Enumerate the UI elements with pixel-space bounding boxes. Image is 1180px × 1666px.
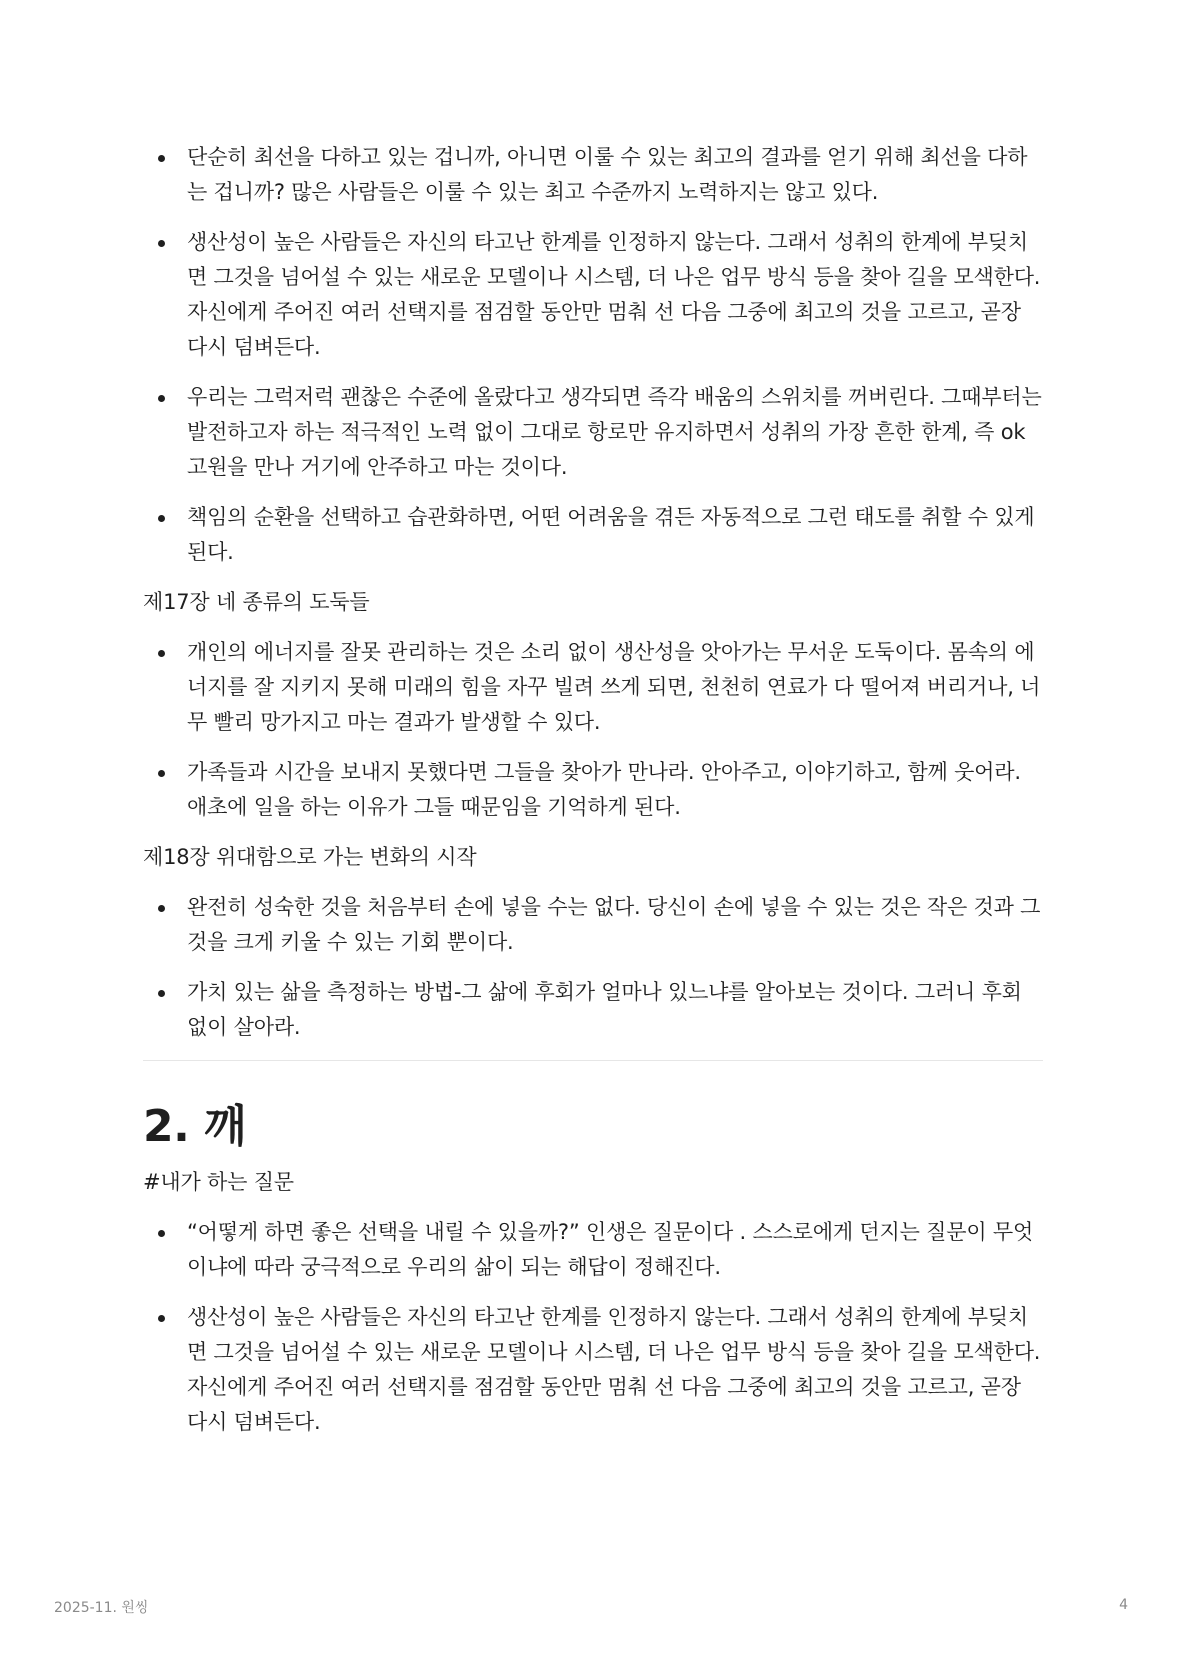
list-item: 우리는 그럭저럭 괜찮은 수준에 올랐다고 생각되면 즉각 배움의 스위치를 꺼버린다. 그때부터는 발전하고자 하는 적극적인 노력 없이 그대로 항로만 유지하면서 성취의 가장 흔한 한계, 즉 ok고원을 만나 거기에 안주하고 마는 것이다.: [143, 380, 1043, 485]
footer-page-number: 4: [1119, 1597, 1128, 1613]
list-item: 단순히 최선을 다하고 있는 겁니까, 아니면 이룰 수 있는 최고의 결과를 얻기 위해 최선을 다하는 겁니까? 많은 사람들은 이룰 수 있는 최고 수준까지 노력하지는 않고 있다.: [143, 140, 1043, 210]
chapter-17-heading: 제17장 네 종류의 도둑들: [143, 590, 370, 614]
section-tag: #내가 하는 질문: [143, 1170, 294, 1194]
section-title: 2. 깨: [143, 1101, 247, 1152]
list-item: 완전히 성숙한 것을 처음부터 손에 넣을 수는 없다. 당신이 손에 넣을 수 있는 것은 작은 것과 그것을 크게 키울 수 있는 기회 뿐이다.: [143, 890, 1043, 960]
list-item: 생산성이 높은 사람들은 자신의 타고난 한계를 인정하지 않는다. 그래서 성취의 한계에 부딪치면 그것을 넘어설 수 있는 새로운 모델이나 시스템, 더 나은 업무 방식 등을 찾아 길을 모색한다. 자신에게 주어진 여러 선택지를 점검할 동안만 멈춰 선 다음 그중에 최고의 것을 고르고, 곧장 다시 덤벼든다.: [143, 225, 1043, 365]
bullet-list-chapter-18: [143, 890, 1043, 1045]
list-item: 가족들과 시간을 보내지 못했다면 그들을 찾아가 만나라. 안아주고, 이야기하고, 함께 웃어라. 애초에 일을 하는 이유가 그들 때문임을 기억하게 된다.: [143, 755, 1043, 825]
list-item: “어떻게 하면 좋은 선택을 내릴 수 있을까?” 인생은 질문이다 . 스스로에게 던지는 질문이 무엇이냐에 따라 궁극적으로 우리의 삶이 되는 해답이 정해진다.: [143, 1215, 1043, 1285]
bullet-list-chapter-17: [143, 635, 1043, 825]
chapter-18-heading: 제18장 위대함으로 가는 변화의 시작: [143, 845, 477, 869]
list-item: 생산성이 높은 사람들은 자신의 타고난 한계를 인정하지 않는다. 그래서 성취의 한계에 부딪치면 그것을 넘어설 수 있는 새로운 모델이나 시스템, 더 나은 업무 방식 등을 찾아 길을 모색한다. 자신에게 주어진 여러 선택지를 점검할 동안만 멈춰 선 다음 그중에 최고의 것을 고르고, 곧장 다시 덤벼든다.: [143, 1300, 1043, 1440]
list-item: 개인의 에너지를 잘못 관리하는 것은 소리 없이 생산성을 앗아가는 무서운 도둑이다. 몸속의 에너지를 잘 지키지 못해 미래의 힘을 자꾸 빌려 쓰게 되면, 천천히 연료가 다 떨어져 버리거나, 너무 빨리 망가지고 마는 결과가 발생할 수 있다.: [143, 635, 1043, 740]
section-divider: [143, 1060, 1043, 1061]
bullet-list-intro: [143, 140, 1043, 570]
list-item: 책임의 순환을 선택하고 습관화하면, 어떤 어려움을 겪든 자동적으로 그런 태도를 취할 수 있게 된다.: [143, 500, 1043, 570]
list-item: 가치 있는 삶을 측정하는 방법-그 삶에 후회가 얼마나 있느냐를 알아보는 것이다. 그러니 후회 없이 살아라.: [143, 975, 1043, 1045]
page-content: [143, 140, 1043, 1455]
footer-document-label: 2025-11. 원씽: [54, 1600, 149, 1616]
bullet-list-section-2: [143, 1215, 1043, 1440]
